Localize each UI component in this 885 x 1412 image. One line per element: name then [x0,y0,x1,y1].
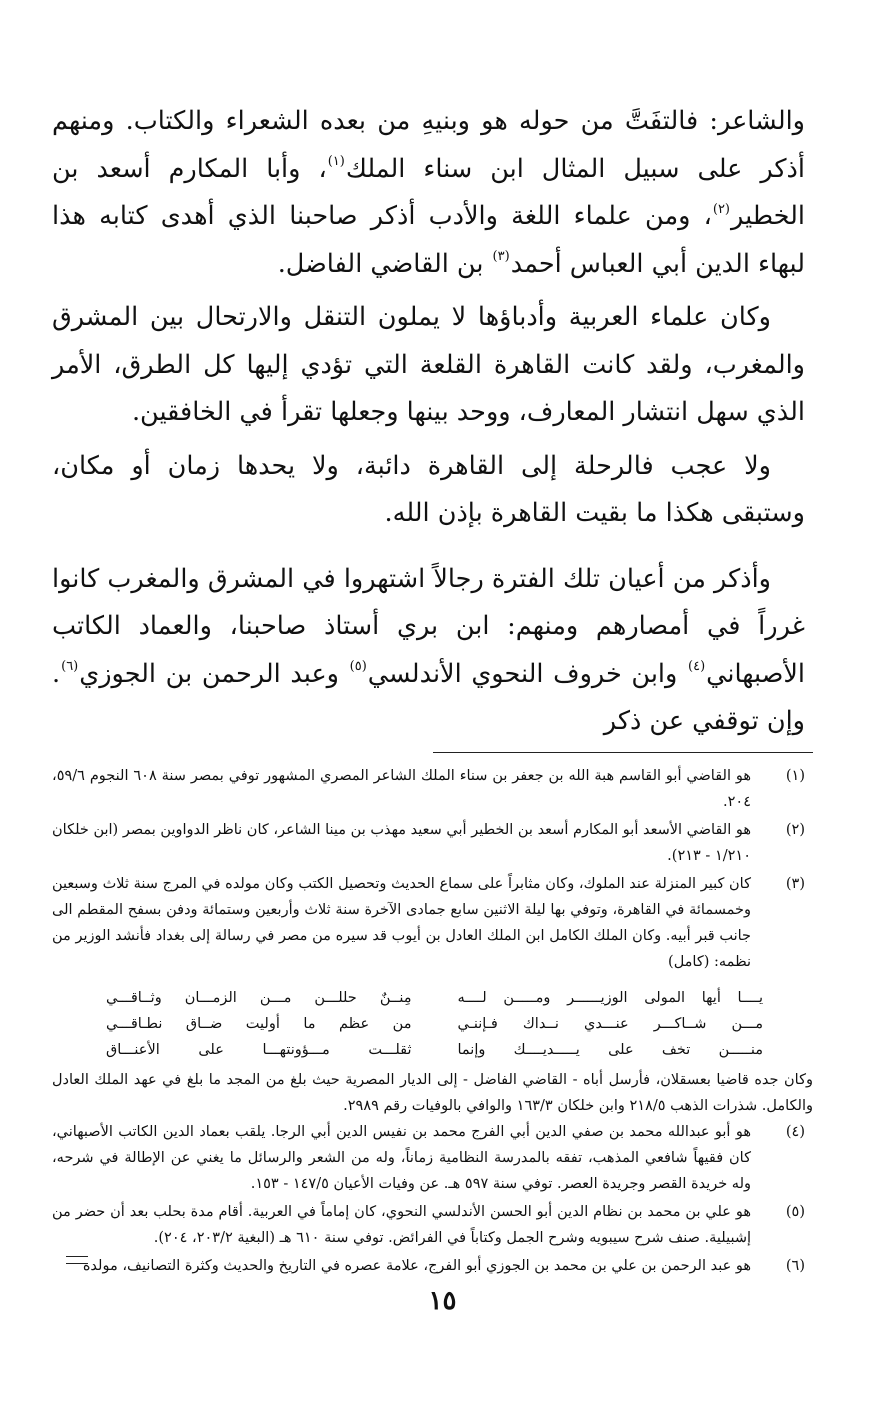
footnotes [52,763,813,1279]
footnote-4 [52,1119,805,1197]
verse-2-second-hemistich: من عظم ما أوليت ضــاق نطـاقـــي [106,1015,412,1032]
poem-verses [106,985,763,1063]
footnote-text: هو علي بن محمد بن نظام الدين أبو الحسن الأندلسي النحوي، كان إماماً في العربية. أقام مدة بحلب بعد أن حضر من إشبيلية. صنف شرح سيبويه وشرح الجمل وكتاباً في الفرائض. توفي سنة ٦١٠ هـ (البغية ٢٠٣/٢، ٢٠٤). [52,1203,751,1246]
footnote-text: هو عبد الرحمن بن علي بن محمد بن الجوزي أبو الفرج، علامة عصره في التاريخ والحديث وكثرة التصانيف، مولده [82,1257,751,1274]
footnote-ref-5: (٥) [349,659,367,674]
paragraph-4-part-3: وعبد الرحمن بن الجوزي [79,658,349,689]
paragraph-4-part-2: وابن خروف النحوي الأندلسي [367,658,687,689]
paragraph-1-part-3: ، ومن علماء اللغة والأدب أذكر صاحبنا الذي أهدى كتابه هذا لبهاء الدين أبي العباس أحمد [52,201,805,279]
footnote-3-continuation: وكان جده قاضيا بعسقلان، فأرسل أباه - القاضي الفاضل - إلى الديار المصرية حيث بلغ من المجد ما بلغ في عهد الملك العادل والكامل. شذرات الذهب ٢١٨/٥ وابن خلكان ١٦٣/٣ والوافي بالوفيات رقم ٢٩٨٩. [52,1071,813,1114]
paragraph-1 [52,98,805,288]
footnote-ref-3: (٣) [492,249,510,264]
paragraph-1-part-4: بن القاضي الفاضل. [277,248,492,279]
document-page [52,98,813,1281]
footnote-text: هو القاضي أبو القاسم هبة الله بن جعفر بن سناء الملك الشاعر المصري المشهور توفي بمصر سنة ٦٠٨ النجوم ٥٩/٦، ٢٠٤. [52,767,751,810]
footnote-text: هو أبو عبدالله محمد بن صفي الدين أبي الفرج محمد بن نفيس الدين أبي الرجا. يلقب بعماد الدين الكاتب الأصبهاني، كان فقيهاً شافعي المذهب، تفقه بالمدرسة النظامية زماناً، وله من الشعر والرسائل ما يغني عن الإطالة في شرحه، وله خريدة القصر وجريدة العصر. توفي سنة ٥٩٧ هـ. عن وفيات الأعيان ١٤٧/٥ - ١٥٣. [52,1123,751,1192]
footnote-ref-1: (١) [327,154,345,169]
paragraph-4-part-1: وأذكر من أعيان تلك الفترة رجالاً اشتهروا في المشرق والمغرب كانوا غرراً في أمصارهم ومنهم: ابن بري أستاذ صاحبنا، والعماد الكاتب الأصبهاني [52,563,805,689]
continuation-marker [66,1256,88,1264]
footnote-text: هو القاضي الأسعد أبو المكارم أسعد بن الخطير أبي سعيد مهذب بن مينا الشاعر، كان ناظر الدواوين بمصر (ابن خلكان ١/٢١٠ - ٢١٣). [52,821,751,864]
footnote-number: (١) [785,767,805,784]
verse-3-first-hemistich: منـــــن تخف على يـــــديــــك وإنما [457,1041,763,1058]
paragraph-1-part-1: والشاعر: فالتفَتَّ من حوله هو وبنيهِ من بعده الشعراء والكتاب. ومنهم أذكر على سبيل المثال ابن سناء الملك [52,106,806,184]
paragraph-3: ولا عجب فالرحلة إلى القاهرة دائبة، ولا يحدها زمان أو مكان، وستبقى هكذا ما بقيت القاهرة بإذن الله. [52,450,805,528]
paragraph-1-part-2: ، وأبا المكارم أسعد بن الخطير [52,153,805,231]
footnote-6 [52,1253,805,1279]
footnote-text: كان كبير المنزلة عند الملوك، وكان مثابراً على سماع الحديث وتحصيل الكتب وكان مولده في المرج سنة ثلاث وسبعين وخمسمائة في القاهرة، وتوفي بها ليلة الاثنين سابع جمادى الآخرة سنة ثلاث وأربعين وستمائة ودفن بسفح المقطم الى جانب قبر أبيه. وكان الملك الكامل ابن الملك العادل بن أيوب قد سيره من مصر في رسالة إلى بغداد فأنشد الوزير من نظمه: (كامل) [52,875,751,970]
verse-2-first-hemistich: مـــن شــاكـــر عنـــدي نــداك فـإننـي [457,1015,763,1032]
page-number: ١٥ [428,1286,457,1316]
footnote-separator [433,752,813,753]
footnote-number: (٣) [785,875,805,892]
paragraph-4 [52,556,805,746]
footnote-2 [52,817,805,869]
main-text [52,98,805,746]
verse-3-second-hemistich: ثقلـــت مـــؤونتهـــا على الأعنـــاق [106,1041,412,1058]
footnote-number: (٤) [785,1123,805,1140]
footnote-ref-2: (٢) [712,201,730,217]
paragraph-4-part-4: . وإن توقفي عن ذكر [52,658,805,736]
footnote-ref-4: (٤) [688,659,706,674]
footnote-5 [52,1199,805,1251]
verse-1-first-hemistich: يــــا أيها المولى الوزيــــــر ومـــــن لــــه [457,989,763,1006]
verse-1-second-hemistich: مِنــنٌ حللـــن مـــن الزمـــان وثــاقـــي [106,989,412,1006]
footnote-1 [52,763,805,815]
footnote-3 [52,871,805,975]
paragraph-2: وكان علماء العربية وأدباؤها لا يملون التنقل والارتحال بين المشرق والمغرب، ولقد كانت القاهرة القلعة التي تؤدي إليها كل الطرق، الأمر الذي سهل انتشار المعارف، ووحد بينها وجعلها تقرأ في الخافقين. [52,302,805,427]
footnote-number: (٦) [785,1257,805,1274]
footnote-ref-6: (٦) [61,659,79,674]
footnote-number: (٥) [785,1203,805,1220]
footnote-number: (٢) [785,821,805,838]
